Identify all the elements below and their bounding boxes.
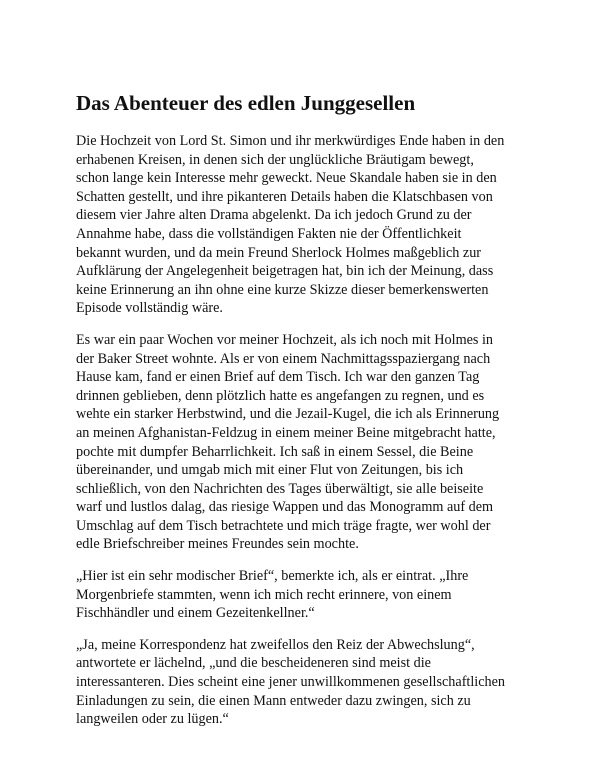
text-line: „Ja, meine Korrespondenz hat zweifellos den Reiz der Abwechslung“,	[76, 636, 475, 653]
paragraph-1	[76, 132, 536, 318]
document-body	[76, 132, 536, 742]
text-line: antwortete er lächelnd, „und die bescheideneren sind meist die	[76, 655, 431, 672]
text-line: Aufklärung der Angelegenheit beigetragen hat, bin ich der Meinung, dass	[76, 263, 494, 280]
paragraph-2	[76, 331, 536, 554]
text-line: Schatten gestellt, und ihre pikanteren Details haben die Klatschbasen von	[76, 188, 493, 205]
text-line: interessanteren. Dies scheint eine jener unwillkommenen gesellschaftlichen	[76, 674, 506, 691]
text-line: schon lange kein Interesse mehr geweckt. Neue Skandale haben sie in den	[76, 170, 497, 187]
text-line: an meinen Afghanistan-Feldzug in einem meiner Beine mitgebracht hatte,	[76, 424, 496, 441]
text-line: wehte ein starker Herbstwind, und die Jezail-Kugel, die ich als Erinnerung	[76, 406, 500, 423]
text-line: warf und lustlos dalag, das riesige Wappen und das Monogramm auf dem	[76, 499, 494, 516]
text-line: bekannt wurden, und da mein Freund Sherlock Holmes maßgeblich zur	[76, 244, 482, 261]
text-line: übereinander, und umgab mich mit einer Flut von Zeitungen, bis ich	[76, 462, 464, 479]
text-line: Morgenbriefe stammten, wenn ich mich recht erinnere, von einem	[76, 586, 452, 603]
text-line: der Baker Street wohnte. Als er von einem Nachmittagsspaziergang nach	[76, 350, 491, 367]
text-line: Einladungen zu sein, die einen Mann entweder dazu zwingen, sich zu	[76, 692, 471, 709]
page-title: Das Abenteuer des edlen Junggesellen	[76, 91, 416, 115]
text-line: pochte mit dumpfer Beharrlichkeit. Ich saß in einem Sessel, die Beine	[76, 443, 474, 460]
paragraph-4	[76, 636, 536, 729]
text-line: Hause kam, fand er einen Brief auf dem Tisch. Ich war den ganzen Tag	[76, 369, 480, 386]
text-line: Fischhändler und einem Gezeitenkellner.“	[76, 605, 315, 622]
text-line: schließlich, von den Nachrichten des Tages überwältigt, sie alle beiseite	[76, 480, 484, 497]
text-line: langweilen oder zu lügen.“	[76, 711, 229, 728]
text-line: Annahme habe, dass die vollständigen Fakten nie der Öffentlichkeit	[76, 225, 462, 242]
text-line: edle Briefschreiber meines Freundes sein mochte.	[76, 536, 359, 553]
text-line: drinnen geblieben, denn plötzlich hatte es angefangen zu regnen, und es	[76, 387, 485, 404]
text-line: Episode vollständig wäre.	[76, 300, 223, 317]
text-line: Umschlag auf dem Tisch betrachtete und mich träge fragte, wer wohl der	[76, 517, 491, 534]
text-line: diesem vier Jahre alten Drama abgelenkt. Da ich jedoch Grund zu der	[76, 207, 472, 224]
text-line: Die Hochzeit von Lord St. Simon und ihr merkwürdiges Ende haben in den	[76, 133, 505, 149]
text-line: keine Erinnerung an ihn ohne eine kurze Skizze dieser bemerkenswerten	[76, 281, 489, 298]
paragraph-3	[76, 567, 536, 623]
text-line: Es war ein paar Wochen vor meiner Hochzeit, als ich noch mit Holmes in	[76, 331, 493, 348]
text-line: „Hier ist ein sehr modischer Brief“, bemerkte ich, als er eintrat. „Ihre	[76, 568, 469, 585]
text-line: erhabenen Kreisen, in denen sich der unglückliche Bräutigam bewegt,	[76, 151, 474, 168]
